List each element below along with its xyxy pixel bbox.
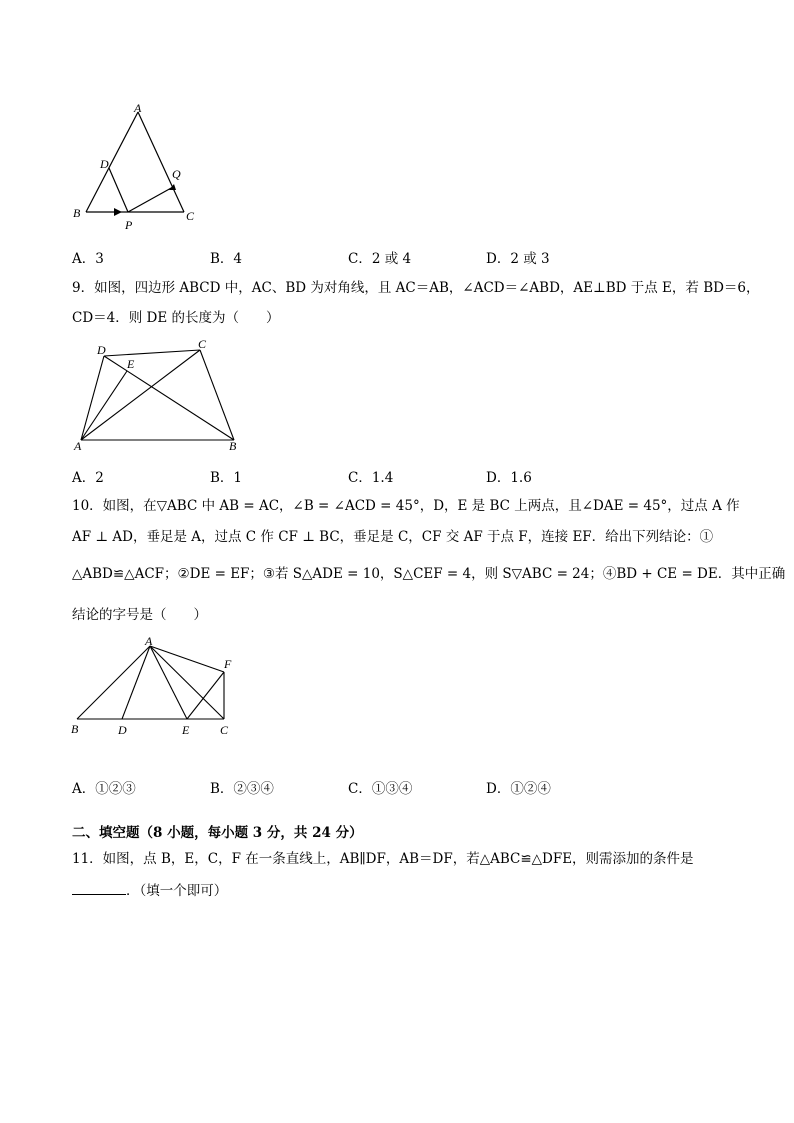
q10-stem-line1: 10．如图，在▽ABC 中 AB = AC，∠B = ∠ACD = 45°，D，E 是 BC 上两点，且∠DAE = 45°，过点 A 作 (72, 498, 740, 514)
q11-fill-note: ．（填一个即可） (126, 883, 228, 899)
q8-label-P: P (125, 218, 133, 232)
q10-label-C: C (220, 723, 229, 737)
q10-label-D: D (118, 723, 127, 737)
q11-stem-line1: 11．如图，点 B，E，C，F 在一条直线上，AB∥DF，AB＝DF，若△ABC≌△DFE，则需添加的条件是 (72, 851, 694, 867)
q9-label-A: A (74, 439, 82, 453)
q8-label-B: B (73, 206, 81, 220)
q8-label-A: A (134, 101, 142, 115)
q10-option-c[interactable]: C．①③④ (348, 781, 413, 797)
q9-label-B: B (229, 439, 237, 453)
q10-option-d[interactable]: D．①②④ (486, 781, 551, 797)
q8-option-c[interactable]: C．2 或 4 (348, 251, 412, 267)
q11-stem-line2 (72, 882, 227, 900)
q9-label-C: C (198, 337, 207, 351)
q10-stem-line4: 结论的字号是（ ） (72, 607, 207, 623)
q8-figure (66, 100, 216, 235)
q10-label-F: F (224, 657, 232, 671)
q9-figure (66, 337, 251, 457)
q8-label-C: C (186, 209, 195, 223)
q9-option-d[interactable]: D．1.6 (486, 470, 532, 486)
q9-stem-line2: CD＝4．则 DE 的长度为（ ） (72, 310, 280, 326)
q10-label-E: E (182, 723, 190, 737)
q10-option-b[interactable]: B．②③④ (210, 781, 274, 797)
arrow-right-icon (114, 208, 122, 216)
q9-option-c[interactable]: C．1.4 (348, 470, 394, 486)
q8-option-b[interactable]: B．4 (210, 251, 243, 267)
q10-label-A: A (145, 634, 153, 648)
arrow-up-icon (169, 184, 176, 190)
q8-option-d[interactable]: D．2 或 3 (486, 251, 550, 267)
section-title: 二、填空题（8 小题，每小题 3 分，共 24 分） (72, 825, 363, 841)
q8-option-a[interactable]: A．3 (72, 251, 104, 267)
q10-label-B: B (71, 722, 79, 736)
q9-option-a[interactable]: A．2 (72, 470, 104, 486)
q10-stem-line3: △ABD≌△ACF；②DE = EF；③若 S△ADE = 10，S△CEF = 4，则 S▽ABC = 24；④BD + CE = DE．其中正确 (72, 566, 786, 582)
q10-figure (66, 632, 246, 742)
q9-label-D: D (97, 343, 106, 357)
q8-label-D: D (100, 157, 109, 171)
q8-label-Q: Q (172, 167, 181, 181)
answer-blank[interactable] (72, 882, 126, 895)
q10-stem-line2: AF ⊥ AD，垂足是 A，过点 C 作 CF ⊥ BC，垂足是 C，CF 交 AF 于点 F，连接 EF．给出下列结论：① (72, 529, 714, 545)
q9-option-b[interactable]: B．1 (210, 470, 243, 486)
q9-stem-line1: 9．如图，四边形 ABCD 中，AC、BD 为对角线，且 AC＝AB，∠ACD＝∠ABD，AE⊥BD 于点 E，若 BD＝6， (72, 280, 760, 296)
q9-label-E: E (127, 357, 135, 371)
q10-option-a[interactable]: A．①②③ (72, 781, 136, 797)
